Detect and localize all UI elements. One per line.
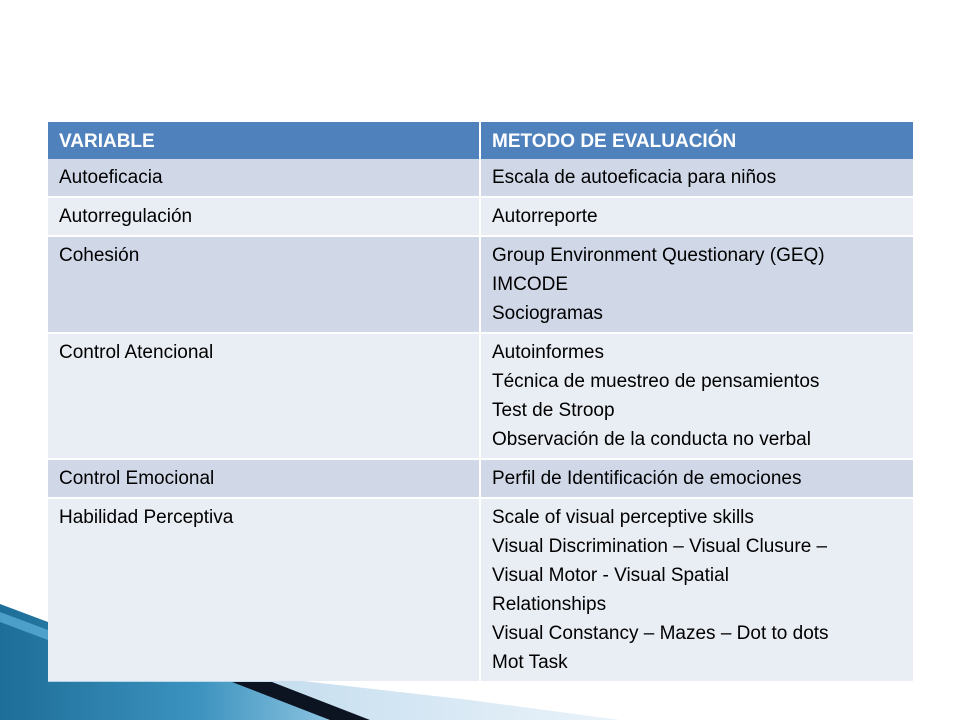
method-line: Visual Motor - Visual Spatial (492, 565, 729, 586)
method-cell (480, 459, 913, 498)
method-line: Técnica de muestreo de pensamientos (492, 371, 820, 392)
table-row (48, 459, 913, 498)
method-line: Visual Discrimination – Visual Clusure – (492, 536, 828, 557)
table-row (48, 159, 913, 197)
method-line: Relationships (492, 594, 607, 615)
method-line: Autoinformes (492, 342, 604, 363)
header-variable: VARIABLE (48, 122, 480, 159)
method-cell (480, 498, 913, 681)
method-cell (480, 197, 913, 236)
evaluation-table-container (48, 122, 913, 681)
method-line: Sociogramas (492, 303, 603, 324)
variable-cell: Autorregulación (48, 197, 480, 236)
method-cell (480, 333, 913, 459)
method-line: IMCODE (492, 274, 568, 295)
method-line: Observación de la conducta no verbal (492, 429, 811, 450)
method-cell (480, 159, 913, 197)
table-header-row (48, 122, 913, 159)
method-line: Visual Constancy – Mazes – Dot to dots (492, 623, 829, 644)
header-method: METODO DE EVALUACIÓN (480, 122, 913, 159)
method-line: Perfil de Identificación de emociones (492, 468, 802, 489)
variable-cell: Cohesión (48, 236, 480, 333)
method-line: Autorreporte (492, 206, 598, 227)
variable-cell: Control Atencional (48, 333, 480, 459)
table-row (48, 236, 913, 333)
variable-cell: Autoeficacia (48, 159, 480, 197)
variable-cell: Control Emocional (48, 459, 480, 498)
table-body (48, 159, 913, 681)
method-cell (480, 236, 913, 333)
table-row (48, 333, 913, 459)
table-row (48, 197, 913, 236)
method-line: Group Environment Questionary (GEQ) (492, 245, 825, 266)
method-line: Test de Stroop (492, 400, 615, 421)
method-line: Mot Task (492, 652, 568, 673)
method-line: Scale of visual perceptive skills (492, 507, 754, 528)
method-line: Escala de autoeficacia para niños (492, 167, 777, 188)
variable-cell: Habilidad Perceptiva (48, 498, 480, 681)
evaluation-table (48, 122, 913, 681)
table-row (48, 498, 913, 681)
